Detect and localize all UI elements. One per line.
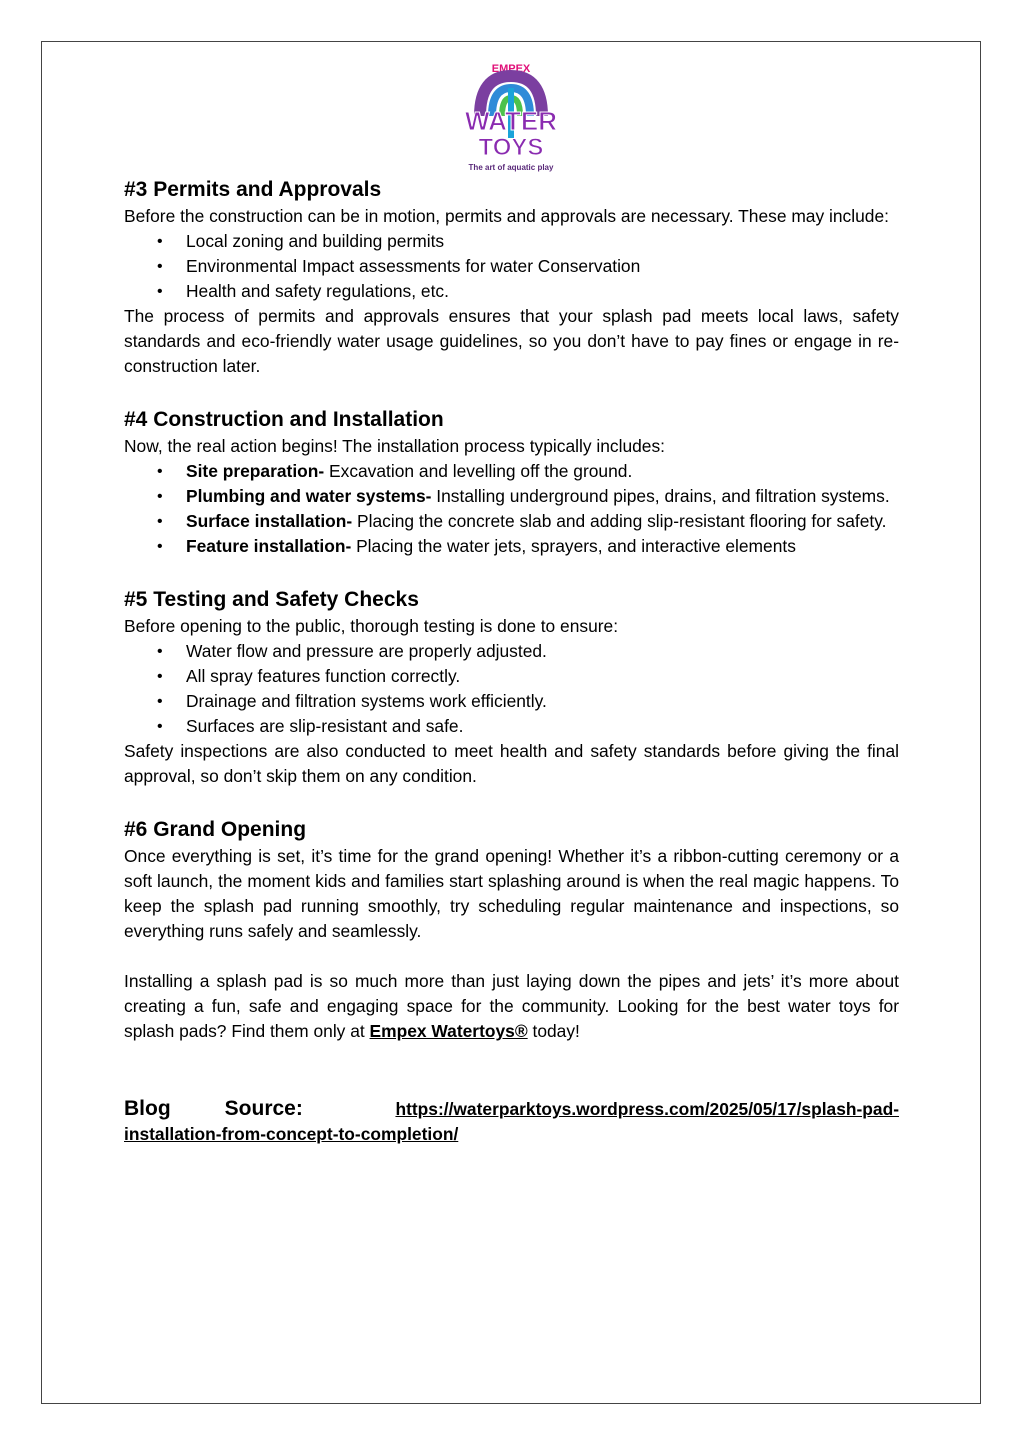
construction-list [124, 459, 899, 559]
heading-testing: #5 Testing and Safety Checks [124, 588, 419, 611]
blog-source-url-line-1[interactable]: https://waterparktoys.wordpress.com/2025/05/17/splash-pad- [395, 1099, 899, 1119]
logo-top-text: EMPEX [491, 63, 531, 75]
list-item [186, 484, 899, 509]
list-item-text: Installing underground pipes, drains, and filtration systems. [431, 486, 890, 506]
list-item: • Environmental Impact assessments for water Conservation [186, 254, 899, 279]
empex-watertoys-link[interactable]: Empex Watertoys® [369, 1021, 528, 1041]
construction-intro: Now, the real action begins! The installation process typically includes: [124, 436, 666, 456]
list-item: • All spray features function correctly. [186, 664, 899, 689]
list-item-term: Feature installation- [186, 536, 352, 556]
logo-main-text-2: TOYS [478, 134, 544, 161]
closing-text-after: today! [527, 1021, 580, 1041]
list-item: • Local zoning and building permits [186, 229, 899, 254]
list-item: • Surfaces are slip-resistant and safe. [186, 714, 899, 739]
testing-list [124, 639, 899, 739]
logo-main-text-1: WATER [465, 106, 557, 136]
closing-paragraph [124, 969, 899, 1044]
list-item: • Water flow and pressure are properly adjusted. [186, 639, 899, 664]
document-body [124, 176, 899, 1147]
list-item-term: Site preparation- [186, 461, 325, 481]
heading-construction: #4 Construction and Installation [124, 408, 444, 431]
testing-intro: Before opening to the public, thorough testing is done to ensure: [124, 616, 619, 636]
list-item-text: Excavation and levelling off the ground. [324, 461, 633, 481]
heading-grand-opening: #6 Grand Opening [124, 818, 307, 841]
permits-outro: The process of permits and approvals ensures that your splash pad meets local laws, safety standards and eco-friendly water usage guidelines, so you don’t have to pay fines or engage in re-construction later. [124, 306, 899, 376]
list-item-term: Plumbing and water systems- [186, 486, 432, 506]
list-item-text: Placing the concrete slab and adding slip-resistant flooring for safety. [352, 511, 887, 531]
closing-text-before: Installing a splash pad is so much more than just laying down the pipes and jets’ it’s more about creating a fun, safe and engaging space for the community. Looking for the best water toys for splash pads? Find them only at [124, 971, 899, 1041]
grand-opening-body: Once everything is set, it’s time for the grand opening! Whether it’s a ribbon-cutting ceremony or a soft launch, the moment kids and families start splashing around is when the real magic happens. To keep the splash pad running smoothly, try scheduling regular maintenance and inspections, so everything runs safely and seamlessly. [124, 846, 899, 941]
list-item: • Drainage and filtration systems work efficiently. [186, 689, 899, 714]
permits-list [124, 229, 899, 304]
logo-tagline: The art of aquatic play [468, 163, 554, 172]
blog-source-label: Blog Source: [124, 1097, 303, 1120]
list-item [186, 459, 899, 484]
heading-permits: #3 Permits and Approvals [124, 178, 382, 201]
blog-source-url-line-2[interactable]: installation-from-concept-to-completion/ [124, 1124, 459, 1144]
list-item [186, 534, 899, 559]
blog-source [124, 1096, 899, 1147]
list-item-text: Placing the water jets, sprayers, and interactive elements [351, 536, 796, 556]
list-item [186, 509, 899, 534]
list-item-term: Surface installation- [186, 511, 353, 531]
empex-watertoys-logo [458, 58, 564, 174]
permits-intro: Before the construction can be in motion, permits and approvals are necessary. These may include: [124, 206, 889, 226]
testing-outro: Safety inspections are also conducted to meet health and safety standards before giving the final approval, so don’t skip them on any condition. [124, 741, 899, 786]
list-item: • Health and safety regulations, etc. [186, 279, 899, 304]
